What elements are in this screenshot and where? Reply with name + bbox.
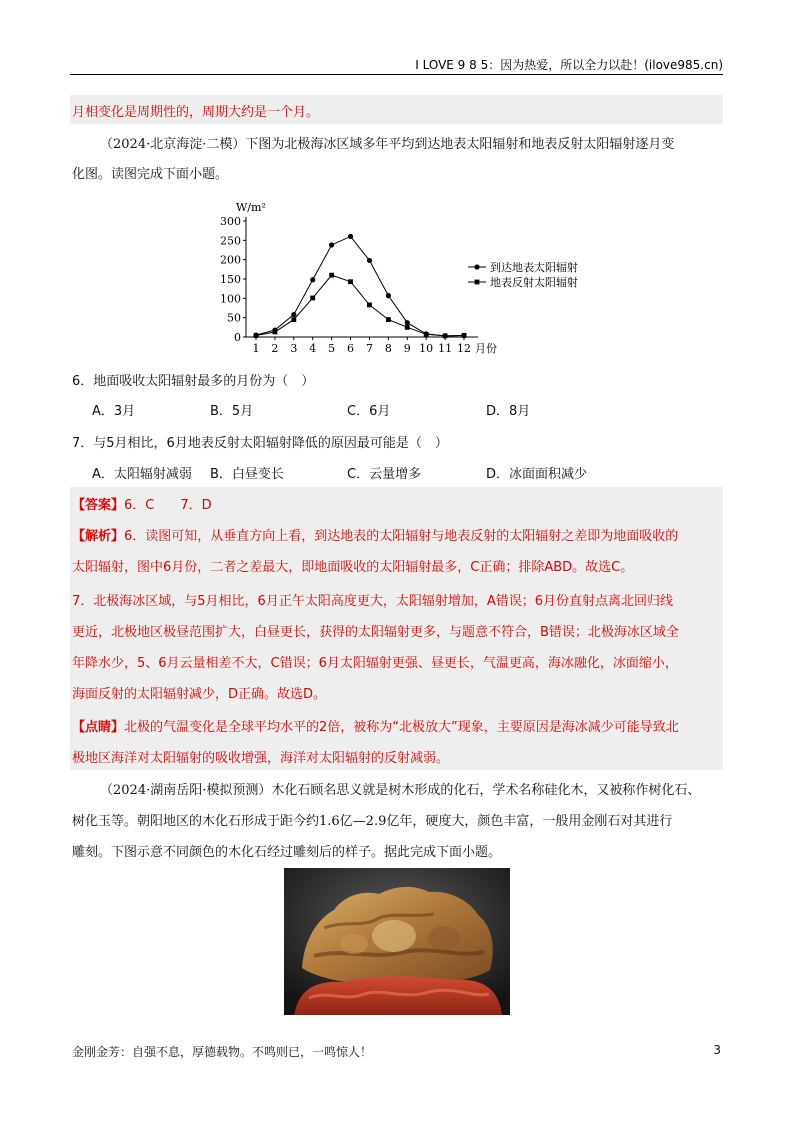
- series-2-point: [291, 317, 296, 322]
- analysis-line-4: 更近，北极地区极昼范围扩大，白昼更长，获得的太阳辐射更多，与题意不符合，B错误；北极海冰区域全: [72, 625, 679, 640]
- q7-option-b[interactable]: B．白昼变长: [210, 467, 284, 482]
- series-2-point: [367, 303, 372, 308]
- series-2-point: [329, 273, 334, 278]
- intro2-line2: 树化玉等。朝阳地区的木化石形成于距今约1.6亿—2.9亿年，硬度大，颜色丰富，一般用金刚石对其进行: [72, 814, 673, 829]
- intro1-line1: （2024·北京海淀·二模）下图为北极海冰区域多年平均到达地表太阳辐射和地表反射太阳辐射逐月变: [100, 137, 675, 152]
- x-tick-label: 2: [271, 342, 279, 355]
- series-1-point: [329, 242, 334, 247]
- q6-option-a[interactable]: A．3月: [92, 404, 136, 419]
- page-number: 3: [713, 1043, 721, 1057]
- highlight-line-2: 极地区海洋对太阳辐射的吸收增强，海洋对太阳辐射的反射减弱。: [72, 751, 450, 766]
- series-line-1: [256, 236, 464, 335]
- x-tick-label: 8: [384, 342, 392, 355]
- page-footer: 金刚金芳：自强不息，厚德载物。不鸣则已，一鸣惊人！: [72, 1045, 373, 1059]
- x-tick-label: 10: [419, 342, 434, 355]
- q6-option-c[interactable]: C．6月: [347, 404, 391, 419]
- x-tick-label: 1: [252, 342, 260, 355]
- series-1-point: [291, 312, 296, 317]
- x-tick-label: 12: [457, 342, 471, 355]
- page-header: I LOVE 9 8 5：因为热爱，所以全力以赴！(ilove985.cn): [415, 58, 723, 72]
- y-tick-label: 300: [220, 215, 241, 228]
- petrified-wood-photo: [284, 868, 510, 1015]
- legend-marker-1: [474, 264, 479, 269]
- y-tick-label: 100: [220, 292, 241, 306]
- y-tick-label: 250: [220, 234, 241, 248]
- x-tick-label: 4: [309, 342, 317, 355]
- prev-answer-line: 月相变化是周期性的，周期大约是一个月。: [72, 105, 320, 120]
- radiation-chart-svg: [210, 195, 590, 360]
- series-2-point: [348, 279, 353, 284]
- analysis-line-5: 年降水少，5、6月云量相差不大，C错误；6月太阳辐射更强、昼更长，气温更高，海冰融化，冰面缩小，: [72, 656, 678, 671]
- y-axis-label: W/m²: [236, 201, 266, 214]
- legend-label-2: 地表反射太阳辐射: [490, 276, 578, 289]
- x-axis-label: 月份: [475, 342, 497, 355]
- q7-stem: 7．与5月相比，6月地表反射太阳辐射降低的原因最可能是（ ）: [72, 436, 448, 451]
- y-tick-label: 200: [220, 253, 241, 267]
- series-2-point: [424, 332, 429, 337]
- header-rule: [70, 74, 723, 75]
- intro1-line2: 化图。读图完成下面小题。: [72, 167, 229, 182]
- series-2-point: [405, 325, 410, 330]
- highlight-tag: 【点睛】: [72, 720, 125, 735]
- x-tick-label: 6: [347, 342, 355, 355]
- q6-option-b[interactable]: B．5月: [210, 404, 254, 419]
- series-2-point: [443, 333, 448, 338]
- analysis-line-6: 海面反射的太阳辐射减少，D正确。故选D。: [72, 687, 327, 702]
- answer-line: [72, 494, 212, 513]
- analysis-line-1: [72, 525, 678, 544]
- answer-text: 6．C 7．D: [124, 498, 212, 513]
- x-tick-label: 9: [403, 342, 411, 355]
- analysis-tag: 【解析】: [72, 529, 125, 544]
- q7-option-c[interactable]: C．云量增多: [347, 467, 422, 482]
- highlight-line-1: [72, 716, 679, 735]
- series-2-point: [386, 317, 391, 322]
- series-1-point: [310, 277, 315, 282]
- x-tick-label: 5: [328, 342, 336, 355]
- radiation-chart: [210, 195, 590, 360]
- legend-label-1: 到达地表太阳辐射: [490, 261, 578, 274]
- y-tick-label: 150: [220, 273, 241, 286]
- q6-stem: 6．地面吸收太阳辐射最多的月份为（ ）: [72, 374, 315, 389]
- series-line-2: [256, 275, 464, 336]
- series-1-point: [348, 234, 353, 239]
- q7-option-a[interactable]: A．太阳辐射减弱: [92, 467, 192, 482]
- highlight-text-1: 北极的气温变化是全球平均水平的2倍，被称为“北极放大”现象，主要原因是海冰减少可能导致北: [124, 720, 679, 735]
- series-2-point: [310, 296, 315, 301]
- series-1-point: [367, 258, 372, 263]
- analysis-line-3: 7．北极海冰区域，与5月相比，6月正午太阳高度更大，太阳辐射增加，A错误；6月份直射点离北回归线: [72, 594, 673, 609]
- intro2-line1: （2024·湖南岳阳·模拟预测）木化石顾名思义就是树木形成的化石，学术名称硅化木，又被称作树化石、: [100, 783, 701, 798]
- series-2-point: [254, 333, 259, 338]
- x-tick-label: 11: [438, 342, 453, 355]
- series-1-point: [386, 293, 391, 298]
- y-tick-label: 50: [227, 311, 241, 325]
- q7-option-d[interactable]: D．冰面面积减少: [486, 467, 588, 482]
- series-1-point: [405, 320, 410, 325]
- series-2-point: [273, 330, 278, 335]
- series-2-point: [462, 333, 467, 338]
- x-tick-label: 3: [290, 342, 298, 355]
- y-tick-label: 0: [234, 331, 241, 344]
- answer-tag: 【答案】: [72, 498, 125, 513]
- analysis-text-1: 6．读图可知，从垂直方向上看，到达地表的太阳辐射与地表反射的太阳辐射之差即为地面吸收的: [124, 529, 679, 544]
- analysis-line-2: 太阳辐射，图中6月份，二者之差最大，即地面吸收的太阳辐射最多，C正确；排除ABD。故选C。: [72, 560, 634, 575]
- q6-option-d[interactable]: D．8月: [486, 404, 531, 419]
- x-tick-label: 7: [365, 342, 373, 355]
- intro2-line3: 雕刻。下图示意不同颜色的木化石经过雕刻后的样子。据此完成下面小题。: [72, 845, 502, 860]
- legend-marker-2: [475, 280, 480, 285]
